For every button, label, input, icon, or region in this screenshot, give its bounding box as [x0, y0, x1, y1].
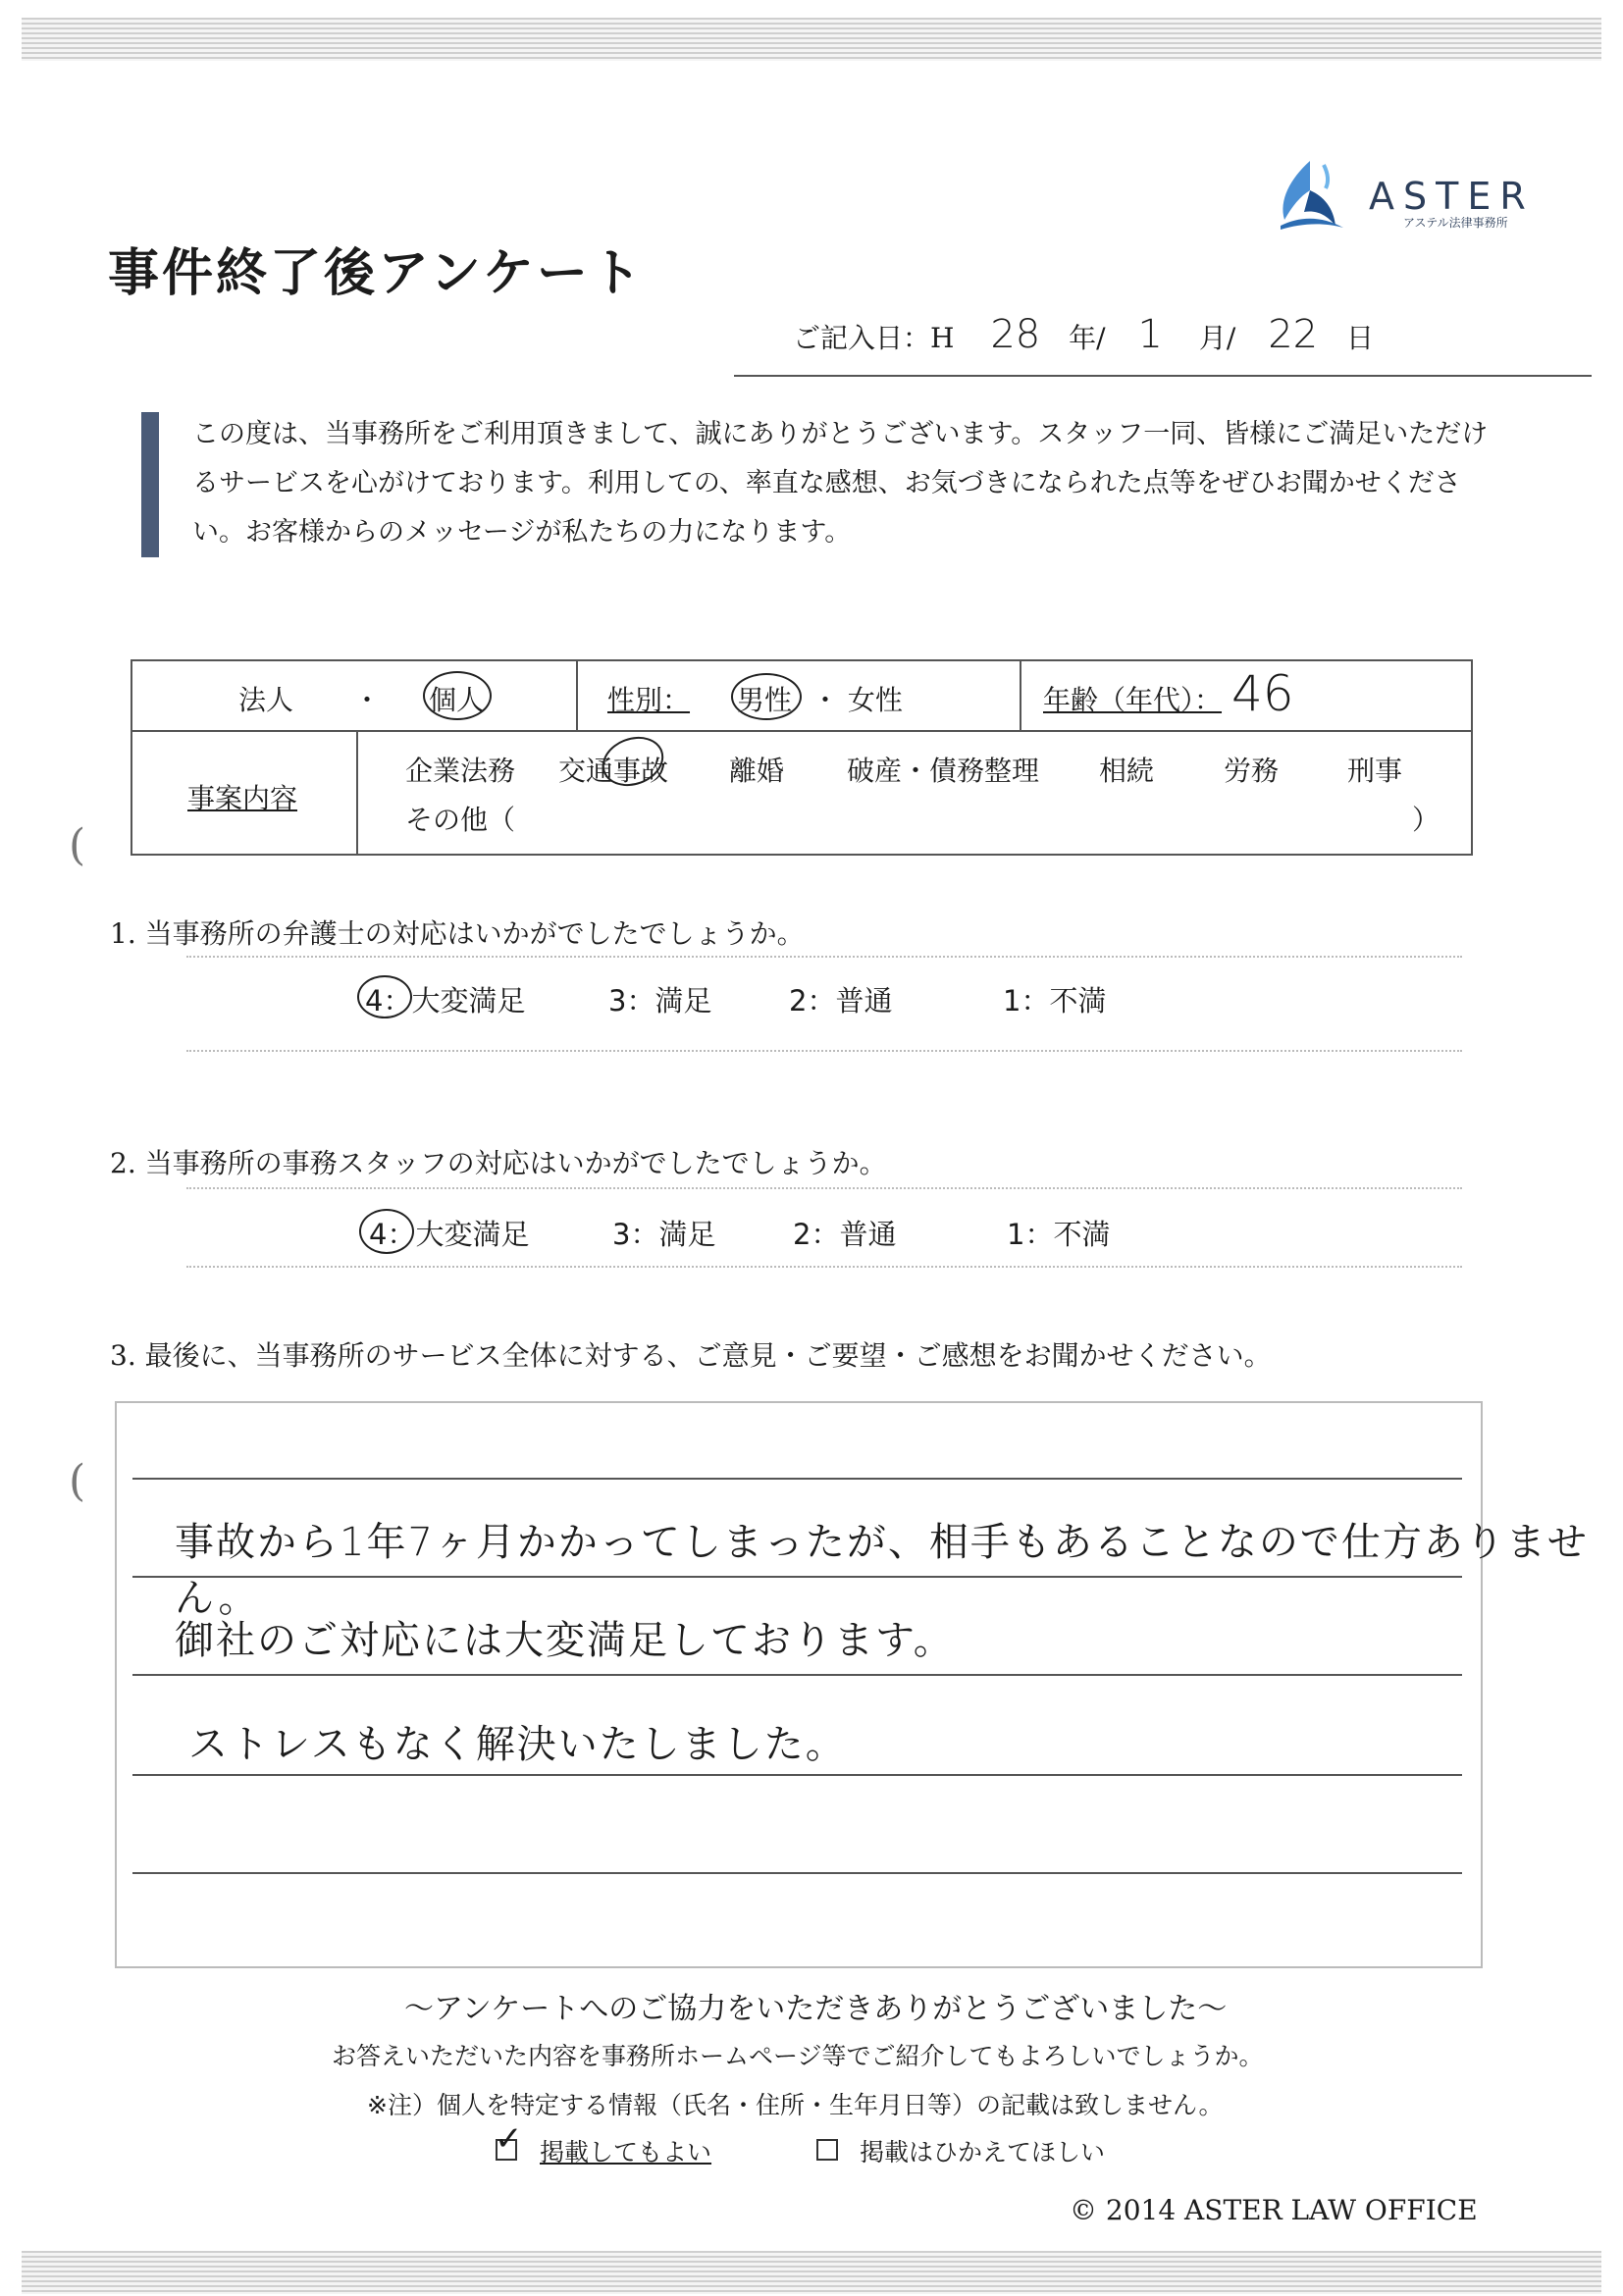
- question-3: 3. 最後に、当事務所のサービス全体に対する、ご意見・ご要望・ご感想をお聞かせください。: [110, 1339, 1272, 1372]
- comment-line: [132, 1478, 1462, 1480]
- q1-option-3[interactable]: 3：満足: [608, 984, 712, 1018]
- male-option[interactable]: 男性: [737, 684, 793, 716]
- comment-line-2: 御社のご対応には大変満足しております。: [175, 1618, 955, 1663]
- date-label: ご記入日：H: [793, 322, 955, 354]
- q1-dotted-line: [186, 1050, 1462, 1052]
- publish-no-checkbox[interactable]: [816, 2139, 838, 2161]
- q1-option-4[interactable]: 4：大変満足: [365, 984, 526, 1018]
- logo-wordmark: ASTER: [1369, 175, 1535, 218]
- q2-option-1[interactable]: 1：不満: [1007, 1218, 1111, 1251]
- case-bankruptcy[interactable]: 破産・債務整理: [847, 755, 1040, 787]
- date-year[interactable]: 28: [990, 312, 1041, 357]
- case-criminal[interactable]: 刑事: [1347, 755, 1403, 787]
- q2-option-4[interactable]: 4：大変満足: [369, 1218, 530, 1251]
- q2-dotted-line: [186, 1187, 1462, 1189]
- date-month-unit: 月/: [1198, 322, 1236, 354]
- case-traffic[interactable]: 交通事故: [558, 755, 669, 787]
- publish-no-label[interactable]: 掲載はひかえてほしい: [860, 2138, 1106, 2166]
- comment-line: [132, 1674, 1462, 1676]
- info-row-divider: [132, 730, 1471, 732]
- separator-dot: ・: [353, 684, 382, 716]
- comment-line: [132, 1872, 1462, 1874]
- case-other[interactable]: その他（: [405, 804, 516, 836]
- scan-mark: (: [69, 1456, 86, 1506]
- comment-box[interactable]: [115, 1401, 1483, 1968]
- aster-logo-icon: [1271, 157, 1349, 232]
- info-col-divider: [1020, 661, 1021, 730]
- case-inheritance[interactable]: 相続: [1099, 755, 1155, 787]
- intro-accent-bar: [141, 412, 159, 557]
- page-title: 事件終了後アンケート: [108, 243, 645, 303]
- date-row: [793, 312, 1374, 357]
- sex-label: 性別：: [607, 684, 691, 716]
- female-option[interactable]: ・ 女性: [812, 684, 903, 716]
- q2-circle-mark: [359, 1209, 414, 1254]
- case-label: 事案内容: [187, 782, 298, 814]
- q1-option-2[interactable]: 2：普通: [789, 984, 893, 1018]
- age-label: 年齢（年代）：: [1043, 684, 1223, 716]
- date-month[interactable]: 1: [1137, 312, 1163, 357]
- check-mark-icon: ✓: [495, 2119, 523, 2159]
- question-1: 1. 当事務所の弁護士の対応はいかがでしたでしょうか。: [110, 917, 805, 950]
- male-circle-mark: [731, 673, 802, 720]
- q2-option-3[interactable]: 3：満足: [612, 1218, 716, 1251]
- age-value[interactable]: 46: [1231, 665, 1294, 722]
- comment-line-1: 事故から1年7ヶ月かかってしまったが、相手もあることなので仕方ありません。: [175, 1520, 1589, 1621]
- privacy-note: ※注）個人を特定する情報（氏名・住所・生年月日等）の記載は致しません。: [367, 2091, 1224, 2119]
- case-labor[interactable]: 労務: [1224, 755, 1280, 787]
- info-col-divider: [356, 730, 358, 854]
- scan-mark: (: [69, 820, 86, 870]
- date-year-unit: 年/: [1069, 322, 1106, 354]
- date-day[interactable]: 22: [1268, 312, 1319, 357]
- q2-option-2[interactable]: 2：普通: [793, 1218, 897, 1251]
- kojin-circle-mark: [423, 671, 492, 720]
- publish-question: お答えいただいた内容を事務所ホームページ等でご紹介してもよろしいでしょうか。: [332, 2042, 1264, 2070]
- logo-subtitle: アステル法律事務所: [1403, 216, 1508, 230]
- question-2: 2. 当事務所の事務スタッフの対応はいかがでしたでしょうか。: [110, 1147, 887, 1179]
- kojin-option[interactable]: 個人: [429, 684, 485, 716]
- case-other-close: ）: [1412, 804, 1440, 836]
- intro-text: この度は、当事務所をご利用頂きまして、誠にありがとうございます。スタッフ一同、皆様にご満足いただけるサービスを心がけております。利用しての、率直な感想、お気づきになられた点等をぜひお聞かせください。お客様からのメッセージが私たちの力になります。: [192, 419, 1489, 548]
- q2-dotted-line: [186, 1266, 1462, 1268]
- q1-circle-mark: [357, 975, 412, 1018]
- info-table: [131, 659, 1473, 856]
- date-day-unit: 日: [1346, 322, 1375, 354]
- q1-option-1[interactable]: 1：不満: [1003, 984, 1107, 1018]
- hojin-option[interactable]: 法人: [238, 684, 294, 716]
- bottom-scan-band: [22, 2251, 1601, 2294]
- comment-line: [132, 1774, 1462, 1776]
- info-col-divider: [576, 661, 578, 730]
- copyright: © 2014 ASTER LAW OFFICE: [1070, 2194, 1478, 2226]
- top-scan-band: [22, 18, 1601, 61]
- date-underline: [734, 375, 1592, 377]
- q1-dotted-line: [186, 956, 1462, 958]
- case-divorce[interactable]: 離婚: [729, 755, 785, 787]
- publish-yes-label[interactable]: 掲載してもよい: [540, 2138, 712, 2166]
- thanks-message: ～アンケートへのご協力をいただきありがとうございました～: [404, 1992, 1228, 2026]
- case-corporate[interactable]: 企業法務: [405, 755, 516, 787]
- comment-line-3: ストレスもなく解決いたしました。: [188, 1722, 847, 1767]
